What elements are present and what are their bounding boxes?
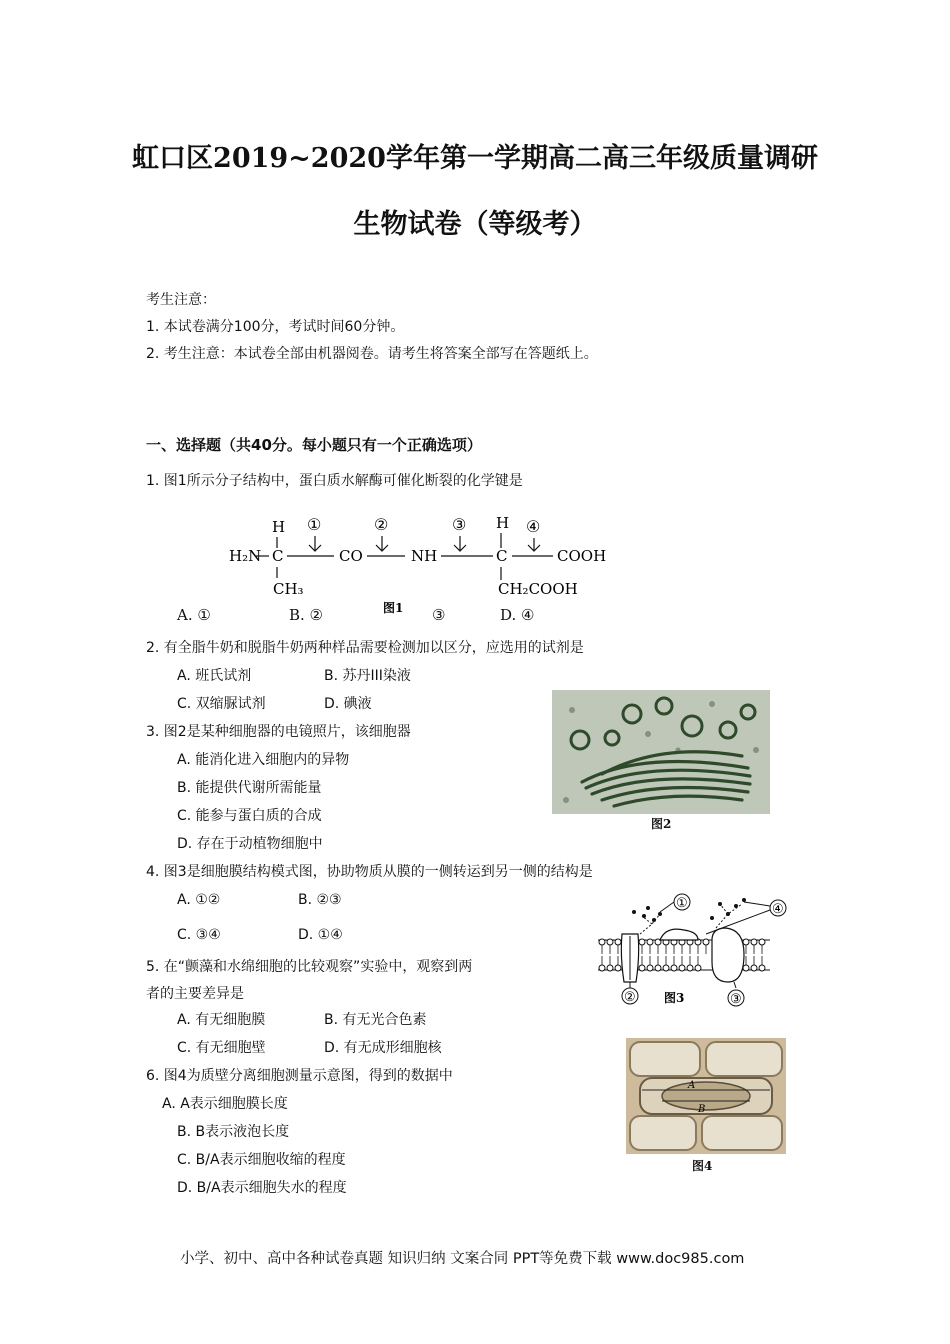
figure-1-structure bbox=[215, 510, 635, 620]
q3-option-b: B. 能提供代谢所需能量 bbox=[177, 780, 322, 796]
page-footer: 小学、初中、高中各种试卷真题 知识归纳 文案合同 PPT等免费下载 www.doc985.com bbox=[180, 1251, 745, 1267]
notice-heading: 考生注意： bbox=[146, 292, 216, 308]
q1-option-a: A. ① bbox=[177, 606, 211, 624]
figure-3-caption: 图3 bbox=[664, 991, 685, 1005]
fig1-ch3: CH₃ bbox=[273, 580, 304, 598]
figure-2-golgi-photo bbox=[552, 690, 770, 814]
q1-option-d: D. ④ bbox=[500, 606, 535, 624]
question-5-stem: 5. 在“颤藻和水绵细胞的比较观察”实验中，观察到两 bbox=[146, 959, 473, 975]
question-5-stem-cont: 者的主要差异是 bbox=[146, 986, 244, 1002]
fig3-label-3: ③ bbox=[730, 992, 742, 1007]
q3-option-c: C. 能参与蛋白质的合成 bbox=[177, 808, 322, 824]
fig1-bond-label-3: ③ bbox=[452, 515, 467, 534]
q4-option-c: C. ③④ bbox=[177, 927, 221, 943]
fig1-bond-label-2: ② bbox=[374, 515, 389, 534]
figure-4-caption: 图4 bbox=[692, 1159, 713, 1173]
question-6-stem: 6. 图4为质壁分离细胞测量示意图，得到的数据中 bbox=[146, 1068, 453, 1084]
q6-option-d: D. B/A表示细胞失水的程度 bbox=[177, 1180, 347, 1196]
fig1-h-top-right: H bbox=[496, 514, 510, 532]
fig1-cooh: COOH bbox=[557, 547, 607, 565]
fig1-carbon-1: C bbox=[272, 547, 284, 565]
q5-option-a: A. 有无细胞膜 bbox=[177, 1012, 266, 1028]
fig1-nh: NH bbox=[411, 547, 438, 565]
fig3-label-2: ② bbox=[624, 990, 636, 1005]
figure-2-caption: 图2 bbox=[651, 817, 672, 831]
fig3-label-1: ① bbox=[676, 896, 688, 911]
fig3-label-4: ④ bbox=[772, 902, 784, 917]
q2-option-c: C. 双缩脲试剂 bbox=[177, 696, 266, 712]
figure-3-membrane bbox=[594, 890, 794, 1010]
fig1-bond-label-1: ① bbox=[307, 515, 322, 534]
fig1-ch2cooh: CH₂COOH bbox=[498, 580, 578, 598]
q5-option-c: C. 有无细胞壁 bbox=[177, 1040, 266, 1056]
question-3-stem: 3. 图2是某种细胞器的电镜照片，该细胞器 bbox=[146, 724, 411, 740]
question-4-stem: 4. 图3是细胞膜结构模式图，协助物质从膜的一侧转运到另一侧的结构是 bbox=[146, 864, 593, 880]
q4-option-d: D. ①④ bbox=[298, 927, 343, 943]
q4-option-b: B. ②③ bbox=[298, 892, 342, 908]
q6-option-a: A. A表示细胞膜长度 bbox=[162, 1096, 288, 1112]
fig1-bond-label-4: ④ bbox=[526, 517, 541, 536]
q1-option-c: ③ bbox=[432, 606, 446, 624]
notice-item-1: 1. 本试卷满分100分，考试时间60分钟。 bbox=[146, 319, 405, 335]
fig4-label-a: A bbox=[688, 1080, 696, 1091]
question-2-stem: 2. 有全脂牛奶和脱脂牛奶两种样品需要检测加以区分，应选用的试剂是 bbox=[146, 640, 584, 656]
notice-item-2: 2. 考生注意：本试卷全部由机器阅卷。请考生将答案全部写在答题纸上。 bbox=[146, 346, 598, 362]
fig1-co: CO bbox=[339, 547, 363, 565]
q2-option-b: B. 苏丹III染液 bbox=[324, 668, 411, 684]
q6-option-b: B. B表示液泡长度 bbox=[177, 1124, 290, 1140]
q4-option-a: A. ①② bbox=[177, 892, 221, 908]
fig1-h-top-left: H bbox=[272, 518, 286, 536]
fig4-label-b: B bbox=[698, 1104, 706, 1115]
section-heading: 一、选择题（共40分。每小题只有一个正确选项） bbox=[146, 436, 482, 454]
q2-option-d: D. 碘液 bbox=[324, 696, 372, 712]
fig1-h2n: H₂N bbox=[229, 547, 262, 565]
figure-4-plasmolysis-photo bbox=[626, 1038, 786, 1154]
q3-option-a: A. 能消化进入细胞内的异物 bbox=[177, 752, 350, 768]
exam-title: 虹口区2019~2020学年第一学期高二高三年级质量调研 bbox=[132, 143, 818, 174]
fig1-carbon-2: C bbox=[496, 547, 508, 565]
figure-1-caption: 图1 bbox=[383, 601, 404, 615]
q3-option-d: D. 存在于动植物细胞中 bbox=[177, 836, 323, 852]
exam-subtitle: 生物试卷（等级考） bbox=[353, 209, 597, 240]
q6-option-c: C. B/A表示细胞收缩的程度 bbox=[177, 1152, 346, 1168]
q5-option-b: B. 有无光合色素 bbox=[324, 1012, 427, 1028]
q5-option-d: D. 有无成形细胞核 bbox=[324, 1040, 442, 1056]
q2-option-a: A. 班氏试剂 bbox=[177, 668, 252, 684]
question-1-stem: 1. 图1所示分子结构中，蛋白质水解酶可催化断裂的化学键是 bbox=[146, 473, 523, 489]
q1-option-b: B. ② bbox=[289, 606, 324, 624]
